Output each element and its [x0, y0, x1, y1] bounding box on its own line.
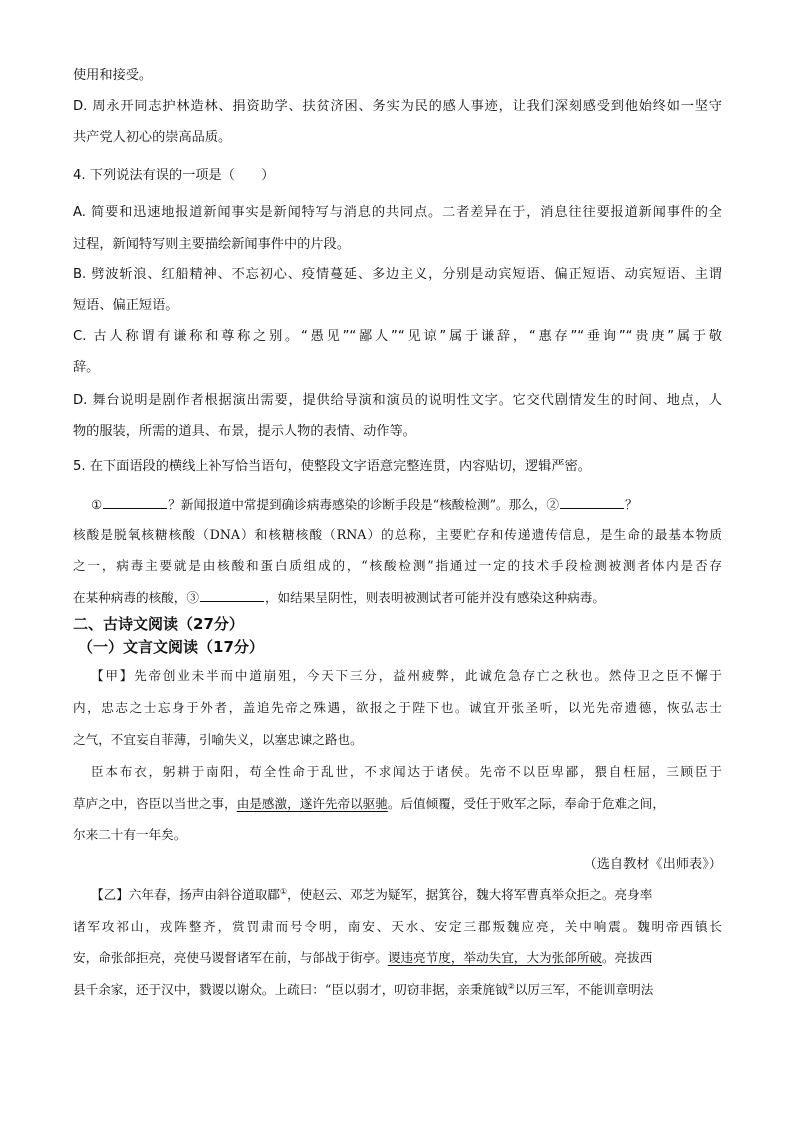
q4-option-c-line2: 辞。 — [73, 360, 100, 375]
passage-jia-line5 — [73, 794, 722, 814]
blank-marker-1: ① — [91, 497, 103, 512]
q5-stem: 5. 在下面语段的横线上补写恰当语句，使整段文字语意完整连贯，内容贴切，逻辑严密。 — [73, 459, 591, 474]
q4-option-b-line1: B. 劈波斩浪、红船精神、不忘初心、疫情蔓延、多边主义，分别是动宾短语、偏正短语、动宾短语、主谓 — [73, 267, 722, 282]
answer-blank-1[interactable] — [103, 494, 167, 509]
q5-passage-line1 — [91, 494, 722, 515]
passage-jia-line6: 尔来二十有一年矣。 — [73, 827, 187, 842]
q5-passage-line3: 之一，病毒主要就是由核酸和蛋白质组成的，“核酸检测”指通过一定的技术手段检测被测者体内是否存 — [73, 558, 722, 573]
q4-option-a-line2: 过程，新闻特写则主要描绘新闻事件中的片段。 — [73, 237, 350, 252]
q4-stem: 4. 下列说法有误的一项是（ ） — [73, 168, 275, 183]
q4-option-a-line1: A. 简要和迅速地报道新闻事实是新闻特写与消息的共同点。二者差异在于，消息往往要报道新闻事件的全 — [73, 205, 722, 220]
passage-jia-line4: 臣本布衣，躬耕于南阳，苟全性命于乱世，不求闻达于诸侯。先帝不以臣卑鄙，猥自枉屈，三顾臣于 — [91, 764, 722, 779]
underlined-sentence: 由是感激，遂许先帝以驱驰 — [236, 796, 388, 811]
section-heading: 二、古诗文阅读（27分） — [73, 615, 244, 633]
q3-tail-line: 使用和接受。 — [73, 68, 153, 83]
passage-jia-line2: 内，忠志之士忘身于外者，盖追先帝之殊遇，欲报之于陛下也。诚宜开张圣听，以光先帝遗德，恢弘志士 — [73, 700, 722, 715]
subsection-heading: （一）文言文阅读（17分） — [78, 638, 264, 656]
underlined-sentence: 谡违亮节度，举动失宜，大为张郃所破 — [387, 950, 602, 965]
answer-blank-2[interactable] — [560, 494, 624, 509]
q4-option-d-line1: D. 舞台说明是剧作者根据演出需要，提供给导演和演员的说明性文字。它交代剧情发生的时间、地点，人 — [73, 393, 722, 408]
footnote-marker: ② — [507, 981, 515, 991]
q4-option-d-line2: 物的服装，所需的道具、布景，提示人物的表情、动作等。 — [73, 424, 416, 439]
q4-option-c-line1: C. 古人称谓有谦称和尊称之别。“愚见”“鄙人”“见谅”属于谦辞，“惠存”“垂询”“贵庚”属于敬 — [73, 329, 722, 344]
passage-yi-line4 — [73, 980, 722, 1000]
q5-passage-text: ？新闻报道中常提到确诊病毒感染的诊断手段是“核酸检测”。那么，② — [168, 497, 559, 512]
q5-passage-line2: 核酸是脱氧核糖核酸（DNA）和核糖核酸（RNA）的总称，主要贮存和传递遗传信息，是生命的最基本物质 — [73, 527, 722, 542]
q5-passage-line4 — [73, 587, 722, 608]
footnote-marker: ① — [279, 886, 288, 896]
passage-yi-line3 — [73, 948, 722, 968]
passage-text: 县千余家，还于汉中，戮谡以谢众。上疏曰：“臣以弱才，叨窃非据，亲秉旄钺 — [73, 982, 508, 997]
q5-passage-text: ，如结果呈阴性，则表明被测试者可能并没有感染这种病毒。 — [264, 590, 605, 605]
passage-text: ，使赵云、邓芝为疑军，据箕谷，魏大将军曹真举众拒之。亮身率 — [287, 887, 653, 902]
passage-text: 。后值倾覆，受任于败军之际，奉命于危难之间， — [387, 796, 665, 811]
passage-text: 【乙】六年春，扬声由斜谷道取郿 — [91, 887, 280, 902]
passage-text: 草庐之中，咨臣以当世之事， — [73, 796, 237, 811]
q5-passage-text: 在某种病毒的核酸，③ — [73, 590, 199, 605]
answer-blank-3[interactable] — [200, 587, 264, 602]
passage-jia-source: （选自教材《出师表》） — [583, 857, 722, 872]
q3-option-d-line1: D. 周永开同志护林造林、捐资助学、扶贫济困、务实为民的感人事迹，让我们深刻感受到他始终如一坚守 — [73, 99, 722, 114]
passage-yi-line1 — [91, 885, 722, 905]
q3-option-d-line2: 共产党人初心的崇高品质。 — [73, 130, 232, 145]
passage-text: 安，命张郃拒亮，亮使马谡督诸军在前，与郃战于街亭。 — [73, 950, 388, 965]
q5-passage-text: ？ — [625, 497, 638, 512]
passage-text: 。亮拔西 — [601, 950, 653, 965]
passage-yi-line2: 诸军攻祁山，戎阵整齐，赏罚肃而号令明，南安、天水、安定三郡叛魏应亮，关中响震。魏明帝西镇长 — [73, 919, 722, 934]
passage-text: 以厉三军，不能训章明法 — [514, 982, 654, 997]
passage-jia-line1: 【甲】先帝创业未半而中道崩殂，今天下三分，益州疲弊，此诚危急存亡之秋也。然侍卫之臣不懈于 — [91, 668, 722, 683]
q4-option-b-line2: 短语、偏正短语。 — [73, 298, 179, 313]
passage-jia-line3: 之气，不宜妄自菲薄，引喻失义，以塞忠谏之路也。 — [73, 732, 363, 747]
